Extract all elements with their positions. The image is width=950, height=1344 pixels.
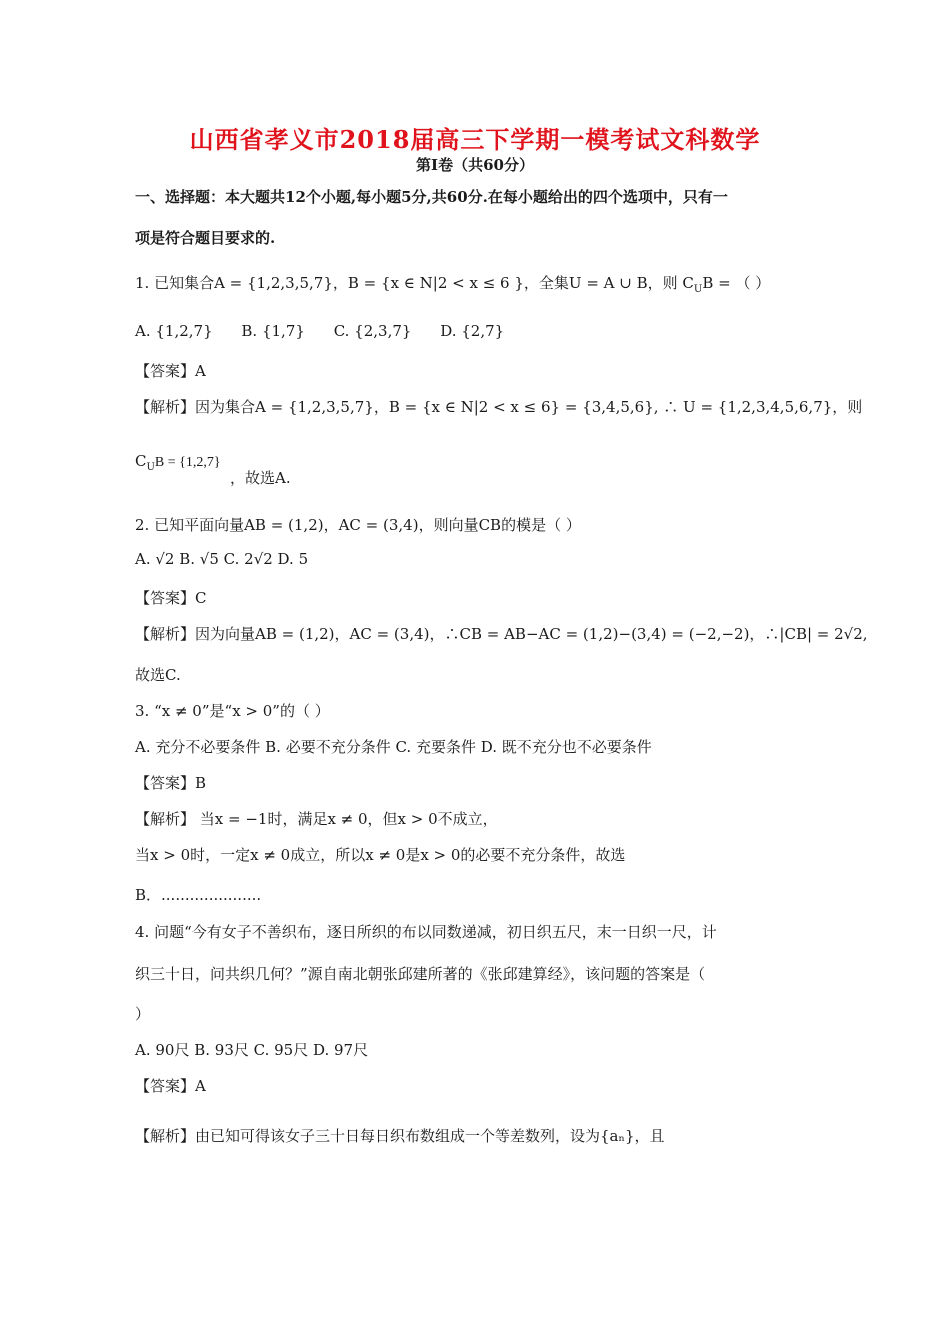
- q1-option-d: D. {2,7}: [440, 322, 505, 340]
- q4-options: A. 90尺 B. 93尺 C. 95尺 D. 97尺: [135, 1041, 369, 1059]
- q4-answer: 【答案】A: [135, 1077, 206, 1095]
- q2-stem: 2. 已知平面向量AB = (1,2)，AC = (3,4)，则向量CB的模是（ ）: [135, 516, 581, 534]
- q1-answer: 【答案】A: [135, 362, 206, 380]
- document-subtitle: 第Ⅰ卷（共60分）: [416, 156, 534, 174]
- q4-stem-line2: 织三十日，问共织几何？”源自南北朝张邱建所著的《张邱建算经》，该问题的答案是（: [135, 965, 706, 983]
- q1-stem: [135, 272, 825, 295]
- q3-analysis-line1: 【解析】 当x = −1时，满足x ≠ 0，但x > 0不成立，: [135, 810, 498, 828]
- q1-stem-end: B = （ ）: [702, 274, 771, 292]
- q1-analysis-complement: C: [135, 452, 147, 470]
- q2-analysis-line1: 【解析】因为向量AB = (1,2)，AC = (3,4)，∴CB = AB−AC = (1,2)−(3,4) = (−2,−2)，∴|CB| = 2√2,: [135, 625, 868, 643]
- q1-option-b: B. {1,7}: [241, 322, 305, 340]
- q3-analysis-line2: 当x > 0时，一定x ≠ 0成立，所以x ≠ 0是x > 0的必要不充分条件，故选: [135, 846, 626, 864]
- q1-analysis-line1: 【解析】因为集合A = {1,2,3,5,7}，B = {x ∈ N|2 < x ≤ 6} = {3,4,5,6}, ∴ U = {1,2,3,4,5,6,7}，则: [135, 398, 863, 416]
- q3-stem: 3. “x ≠ 0”是“x > 0”的（ ）: [135, 702, 330, 720]
- q1-analysis-conclusion: ，故选A.: [230, 469, 291, 487]
- q2-analysis-line2: 故选C.: [135, 666, 181, 684]
- document-title: 山西省孝义市2018届高三下学期一模考试文科数学: [189, 125, 761, 154]
- q4-stem-line3: ）: [135, 1005, 151, 1023]
- q1-analysis-result: B = {1,2,7}: [154, 455, 221, 470]
- q4-stem-line1: 4. 问题“今有女子不善织布，逐日所织的布以同数递减，初日织五尺，末一日织一尺，计: [135, 923, 717, 941]
- q1-options: [135, 322, 825, 340]
- section-heading-line2: 项是符合题目要求的.: [135, 229, 276, 247]
- q4-analysis-line1: 【解析】由已知可得该女子三十日每日织布数组成一个等差数列，设为{aₙ}，且: [135, 1127, 665, 1145]
- q2-options: A. √2 B. √5 C. 2√2 D. 5: [135, 550, 309, 568]
- q1-stem-text: 1. 已知集合A = {1,2,3,5,7}，B = {x ∈ N|2 < x ≤ 6 }，全集U = A ∪ B，则 C: [135, 274, 694, 292]
- q3-options: A. 充分不必要条件 B. 必要不充分条件 C. 充要条件 D. 既不充分也不必要条件: [135, 738, 652, 756]
- q3-answer: 【答案】B: [135, 774, 207, 792]
- q1-option-a: A. {1,2,7}: [135, 322, 213, 340]
- q1-analysis-sub: U: [146, 462, 155, 473]
- q1-option-c: C. {2,3,7}: [333, 322, 412, 340]
- q2-answer: 【答案】C: [135, 589, 207, 607]
- q1-stem-sub: U: [693, 284, 703, 295]
- section-heading-line1: 一、选择题：本大题共12个小题,每小题5分,共60分.在每小题给出的四个选项中，只有一: [135, 188, 728, 206]
- q3-analysis-line3: B．.....................: [135, 886, 262, 904]
